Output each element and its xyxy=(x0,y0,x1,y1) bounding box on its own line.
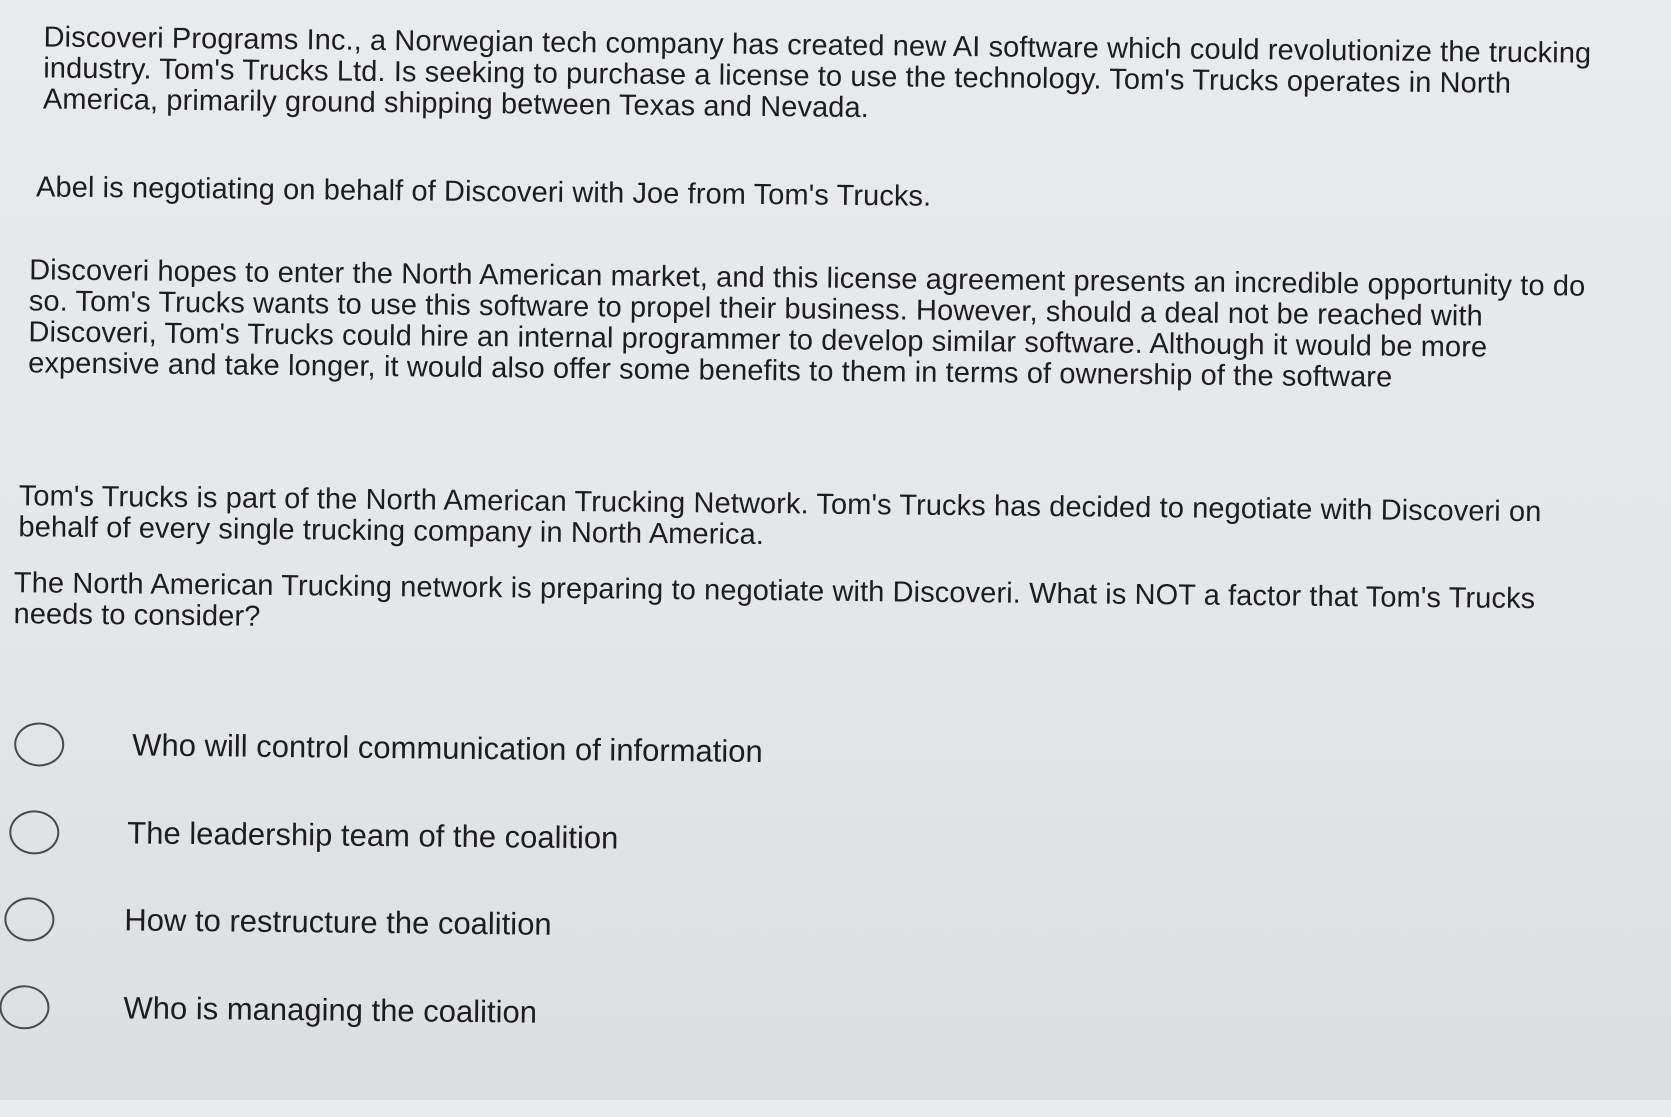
answer-option-label: How to restructure the coalition xyxy=(124,902,552,942)
answer-option-1[interactable] xyxy=(14,722,763,774)
answer-option-label: Who will control communication of information xyxy=(132,727,763,770)
passage-paragraph-1: Discoveri Programs Inc., a Norwegian tech company has created new AI software which could revolutionize the trucking industry. Tom's Trucks Ltd. Is seeking to purchase a license to use the technology. Tom's Trucks operates in North America, primarily ground shipping between Texas and Nevada. xyxy=(42,21,1592,125)
answer-option-label: The leadership team of the coalition xyxy=(127,815,619,856)
radio-button-4[interactable] xyxy=(0,985,50,1030)
answer-option-2[interactable] xyxy=(9,810,619,860)
answer-option-label: Who is managing the coalition xyxy=(123,990,538,1030)
radio-button-1[interactable] xyxy=(14,722,64,767)
passage-paragraph-2: Abel is negotiating on behalf of Discoveri with Joe from Tom's Trucks. xyxy=(35,171,932,213)
answer-option-3[interactable] xyxy=(4,897,552,947)
radio-button-3[interactable] xyxy=(4,897,54,942)
passage-paragraph-4: Tom's Trucks is part of the North American Trucking Network. Tom's Trucks has decided to negotiate with Discoveri on behalf of every single trucking company in North America. xyxy=(18,480,1542,552)
passage-paragraph-3: Discoveri hopes to enter the North American market, and this license agreement presents an incredible opportunity to do so. Tom's Trucks wants to use this software to propel their business. However, should a deal not be reached with Discoveri, Tom's Trucks could hire an internal programmer to develop similar software. Although it would be more expensive and take longer, it would also offer some benefits to them in terms of ownership of the software xyxy=(28,254,1586,394)
answer-option-4[interactable] xyxy=(0,985,537,1035)
radio-button-2[interactable] xyxy=(9,810,59,855)
question-text: The North American Trucking network is preparing to negotiate with Discoveri. What is NOT a factor that Tom's Trucks needs to consider? xyxy=(13,567,1536,633)
